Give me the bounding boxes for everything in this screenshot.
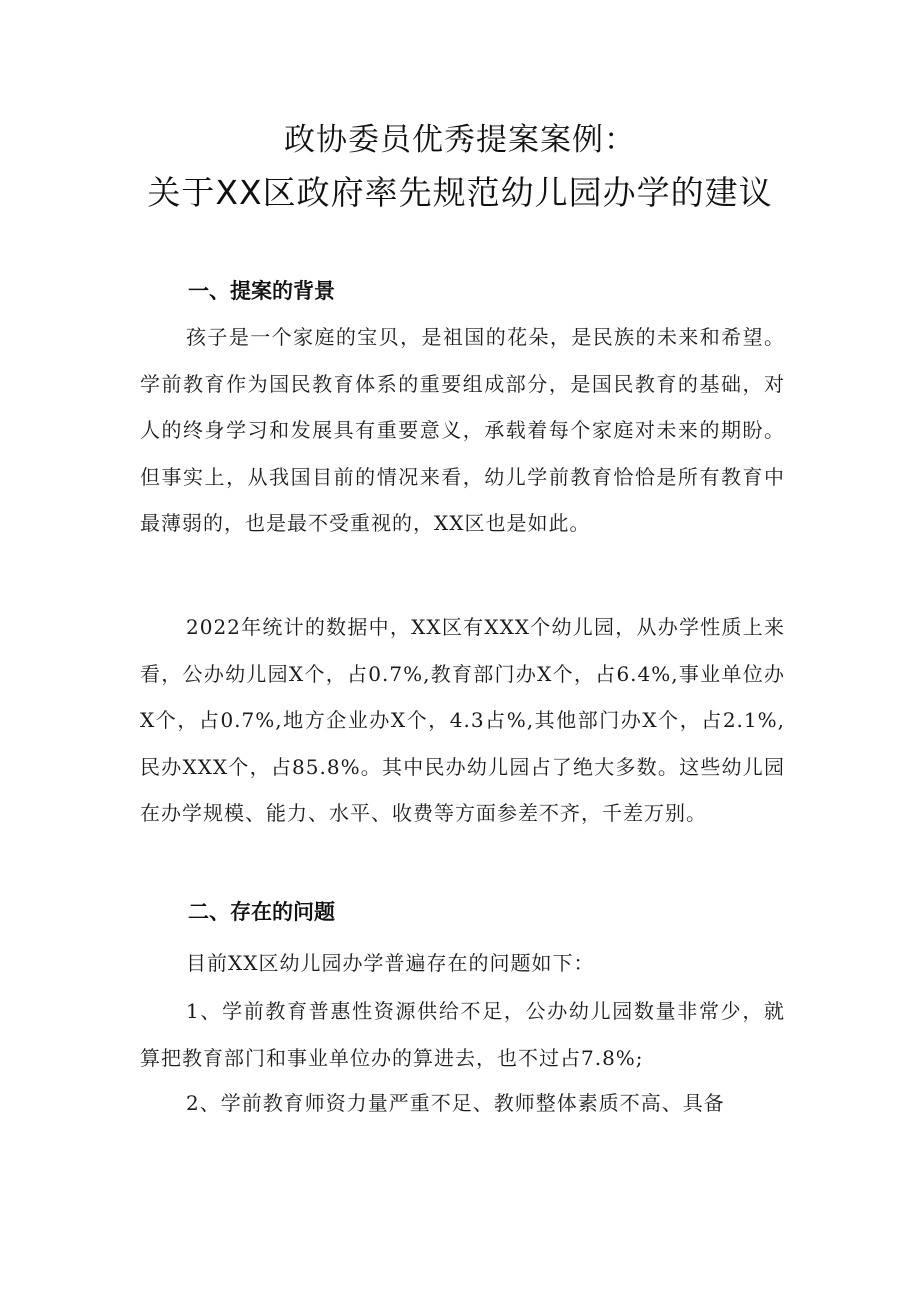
section-heading-problems: 二、存在的问题 (188, 900, 335, 924)
paragraph-problems-intro: 目前XX区幼儿园办学普遍存在的问题如下： (186, 951, 595, 975)
paragraph-problem-1: 1、学前教育普惠性资源供给不足，公办幼儿园数量非常少，就算把教育部门和事业单位办的算进去，也不过占7.8%; (140, 999, 785, 1070)
paragraph-problem-2: 2、学前教育师资力量严重不足、教师整体素质不高、具备 (186, 1091, 725, 1115)
document-title-line-1: 政协委员优秀提案案例： (284, 122, 636, 158)
paragraph-statistics: 2022年统计的数据中，XX区有XXX个幼儿园，从办学性质上来看，公办幼儿园X个，占0.7%,教育部门办X个，占6.4%,事业单位办X个，占0.7%,地方企业办X个，4.3占%,其他部门办X个，占2.1%,民办XXX个，占85.8%。其中民办幼儿园占了绝大多数。这些幼儿园在办学规模、能力、水平、收费等方面参差不齐，千差万别。 (140, 615, 785, 825)
document-title-line-2: 关于XX区政府率先规范幼儿园办学的建议 (147, 173, 773, 212)
section-heading-background: 一、提案的背景 (188, 279, 335, 303)
paragraph-background-intro: 孩子是一个家庭的宝贝，是祖国的花朵，是民族的未来和希望。学前教育作为国民教育体系的重要组成部分，是国民教育的基础，对人的终身学习和发展具有重要意义，承载着每个家庭对未来的期盼。但事实上，从我国目前的情况来看，幼儿学前教育恰恰是所有教育中最薄弱的，也是最不受重视的，XX区也是如此。 (140, 325, 785, 535)
